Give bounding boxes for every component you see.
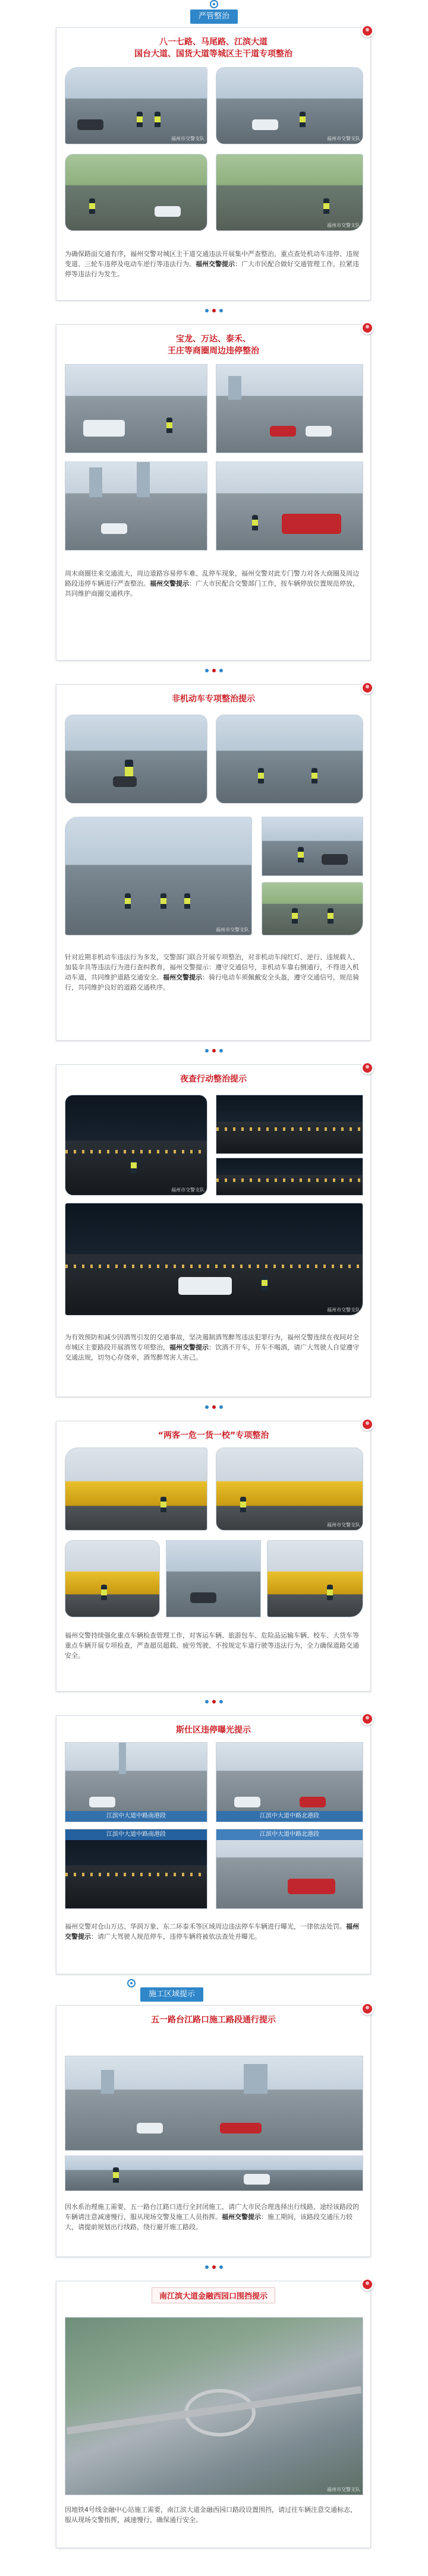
card-body-text: 周末商圈往来交通流大，周边道路容易停车难、乱停车现象，福州交警对此专门警力对各大商圈及周边路段违停车辆进行严查整治。福州交警提示：广大市民配合交警部门工作，按车辆停放位置规范停放，共同维护商圈交通秩序。 — [65, 570, 359, 598]
card-title: 非机动车专项整治提示 — [172, 694, 255, 704]
photo: 江滨中大道中路南港段 — [65, 1742, 207, 1822]
photo — [65, 715, 207, 804]
photo — [216, 1158, 363, 1196]
photo — [65, 462, 207, 551]
photo: 福州市交警支队 — [216, 154, 363, 231]
separator-dots — [205, 309, 223, 312]
photo — [65, 154, 207, 231]
card-title: 八一七路、马尾路、江滨大道 国台大道、国货大道等城区主干道专项整治 — [134, 37, 292, 59]
photo: 福州市交警支队 — [65, 817, 252, 935]
photo — [262, 817, 363, 876]
section-tag-construction: 施工区域提示 — [140, 1987, 203, 2002]
card-title: 夜查行动整治提示 — [180, 1074, 247, 1084]
card-body-text: 因水系治理施工需要，五一路台江路口进行全封闭施工，请广大市民合理选择出行线路，途经该路段的车辆请注意减速慢行，服从现场交警及施工人员指挥。福州交警提示：施工期间，该路段交通压力较大，请提前规划出行线路，绕行避开施工路段。 — [65, 2203, 359, 2231]
red-dot-icon — [361, 1712, 374, 1725]
photo — [267, 1540, 363, 1617]
card-non-motor-vehicles — [56, 684, 371, 1041]
photo: 福州市交警支队 — [65, 1095, 207, 1196]
section-pin — [127, 1979, 136, 1987]
photo: 江滨中大道中路北港段 — [216, 1829, 363, 1909]
photo: 福州市交警支队 — [216, 1447, 363, 1531]
section-tag-strict-enforcement: 严管整治 — [190, 10, 238, 24]
separator-dots — [205, 1700, 223, 1703]
photo — [216, 715, 363, 804]
separator-dots — [205, 2265, 223, 2269]
red-dot-icon — [361, 681, 374, 694]
card-body-text: 福州交警对仓山万达、华润万象、东二环泰禾等区域周边违法停车车辆进行曝光，一律依法处罚。福州交警提示：请广大驾驶人规范停车，违停车辆将被依法查处并曝光。 — [65, 1923, 359, 1940]
red-dot-icon — [361, 24, 374, 37]
photo — [216, 364, 363, 453]
card-body-text: 针对近期非机动车违法行为多发，交警部门联合开展专项整治，对非机动车闯红灯、逆行、违规载人、加装伞具等违法行为进行查纠教育，福州交警提示：遵守交通信号，非机动车靠右侧通行，不得进入机动车道，共同维护道路交通安全。福州交警提示：骑行电动车须佩戴安全头盔，遵守交通信号，规范骑行，共同维护良好的道路交通秩序。 — [65, 953, 359, 991]
card-shopping-districts — [56, 324, 371, 660]
card-title: 南江滨大道金融西园口围挡提示 — [152, 2287, 275, 2303]
card-construction-wuyi — [56, 2005, 371, 2257]
card-exposure — [56, 1715, 371, 1974]
card-main-roads — [56, 27, 371, 301]
separator-dots — [205, 1405, 223, 1409]
red-dot-icon — [361, 321, 374, 334]
card-night-checks — [56, 1064, 371, 1397]
photo — [65, 2155, 363, 2191]
card-title: 宝龙、万达、泰禾、 王庄等商圈周边违停整治 — [168, 334, 259, 356]
separator-dots — [205, 669, 223, 672]
card-title: “两客一危一货一校”专项整治 — [158, 1431, 269, 1440]
card-title: 五一路台江路口施工路段通行提示 — [151, 2015, 276, 2025]
separator-dots — [205, 1049, 223, 1052]
photo — [65, 364, 207, 453]
photo: 江滨中大道中路北港段 — [216, 1742, 363, 1822]
card-key-vehicles — [56, 1421, 371, 1692]
photo: 福州市交警支队 — [65, 2317, 363, 2495]
photo: 福州市交警支队 — [65, 1203, 363, 1316]
photo — [65, 2056, 363, 2151]
section-pin — [210, 0, 218, 8]
photo — [166, 1540, 261, 1617]
photo — [262, 882, 363, 935]
card-body-text: 因地铁4号线金融中心站施工需要，南江滨大道金融西园口路段设置围挡，请过往车辆注意交通标志，服从现场交警指挥，减速慢行，确保通行安全。 — [65, 2506, 357, 2524]
card-body-text: 为有效预防和减少因酒驾引发的交通事故，坚决遏制酒驾醉驾违法犯罪行为，福州交警连续在夜间对全市城区主要路段开展酒驾专项整治，福州交警提示：饮酒不开车，开车不喝酒，请广大驾驶人自觉遵守交通法规，切勿心存侥幸，酒驾醉驾害人害己。 — [65, 1333, 359, 1361]
card-construction-nanjiangbin — [56, 2281, 371, 2548]
photo — [65, 1540, 160, 1617]
card-body-text: 福州交警持续强化重点车辆检查管理工作，对客运车辆、旅游包车、危险品运输车辆、校车、大货车等重点车辆开展专项检查，严查超员超载、疲劳驾驶、不按规定车道行驶等违法行为，全力确保道路交通安全。 — [65, 1632, 359, 1660]
red-dot-icon — [361, 2002, 374, 2015]
photo: 福州市交警支队 — [65, 67, 207, 144]
photo — [216, 1095, 363, 1154]
red-dot-icon — [361, 1418, 374, 1431]
card-title: 斯仕区违停曝光提示 — [176, 1725, 251, 1735]
photo — [216, 462, 363, 551]
card-body-text: 为确保路面交通有序，福州交警对城区主干道交通违法开展集中严查整治，重点查处机动车违停、违规变道、三轮车违停及电动车逆行等违法行为。福州交警提示：广大市民配合做好交通管理工作，拉紧违停等违法行为发生。 — [65, 250, 359, 278]
photo: 江滨中大道中路南港段 — [65, 1829, 207, 1909]
photo — [65, 1447, 207, 1531]
red-dot-icon — [361, 2278, 374, 2291]
red-dot-icon — [361, 1061, 374, 1074]
photo: 福州市交警支队 — [216, 67, 363, 144]
